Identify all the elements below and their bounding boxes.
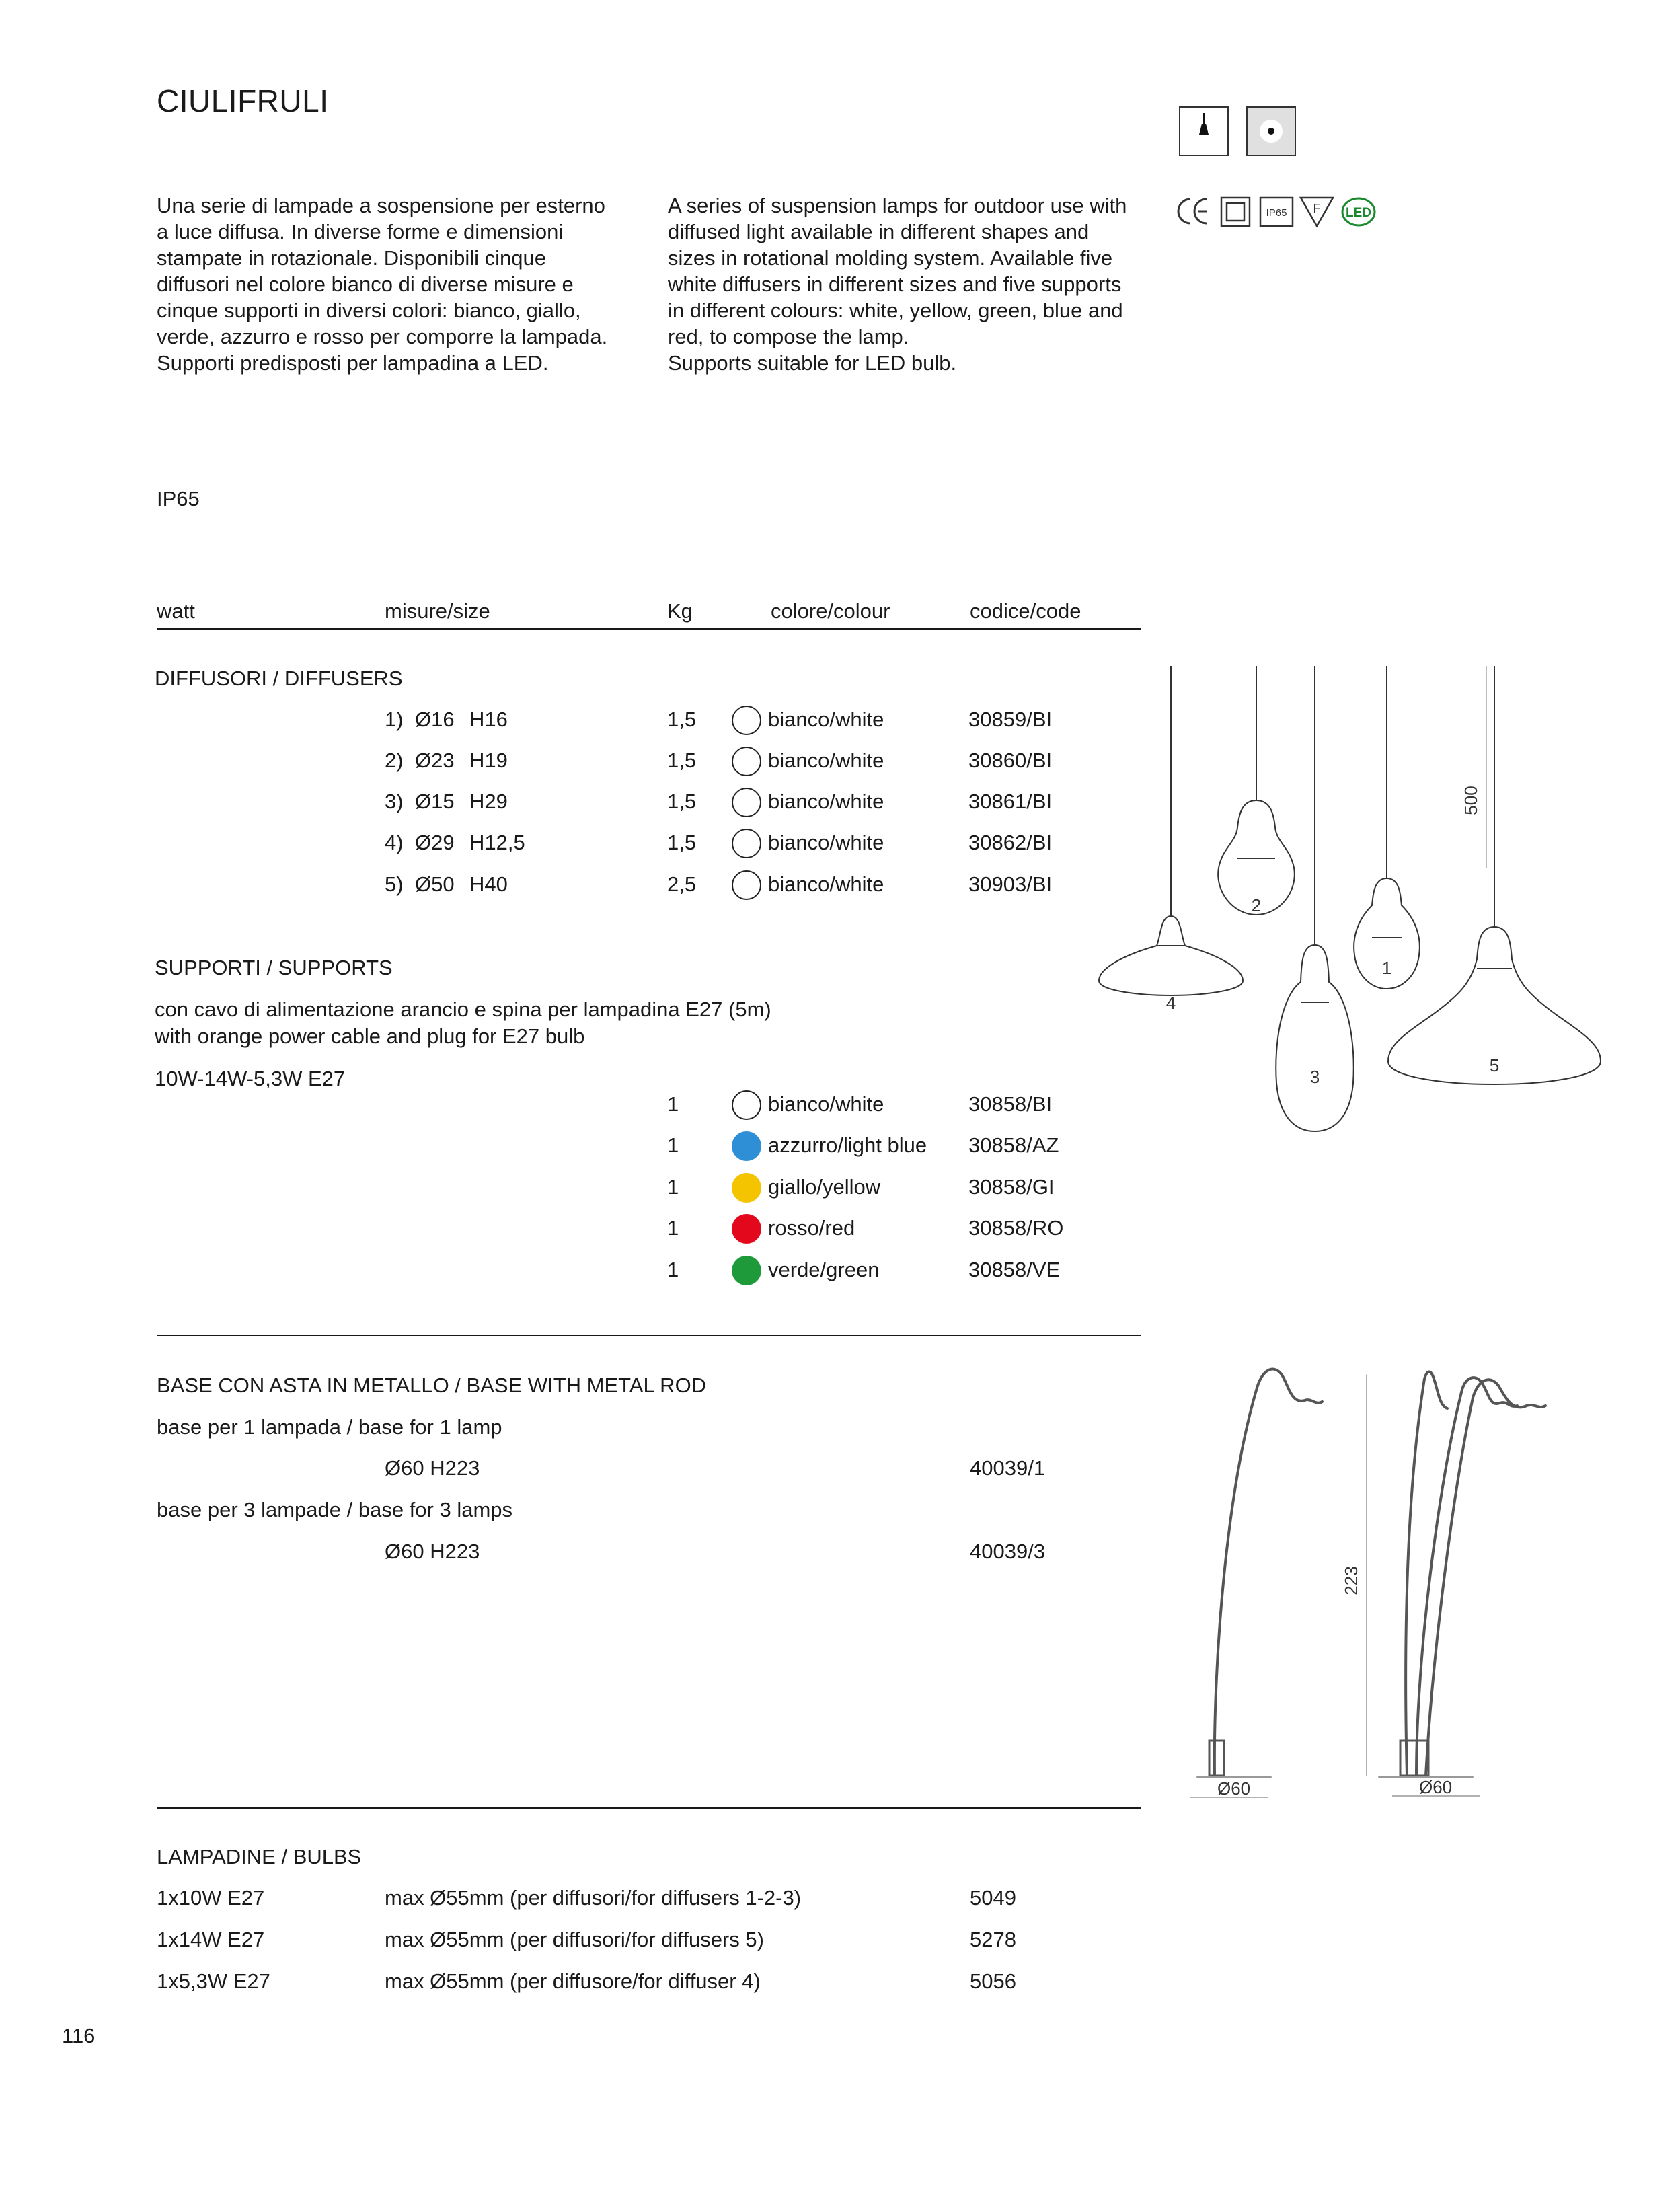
diffused-light-icon bbox=[1246, 106, 1296, 156]
base-rods-drawing bbox=[1190, 1359, 1580, 1829]
diffuser-code: 30860/BI bbox=[968, 749, 1053, 772]
diffuser-kg: 1,5 bbox=[667, 790, 697, 813]
description-it-main: Una serie di lampade a sospensione per esterno a luce diffusa. In diverse forme e dimensioni stampate in rotazionale. Disponibili cinque diffusori nel colore bianco di diverse misure e cinque supporti in diversi colori: bianco, giallo, verde, azzurro e rosso per comporre la lampada. bbox=[157, 194, 608, 349]
diffuser-number: 5) bbox=[385, 872, 404, 896]
support-code: 30858/GI bbox=[968, 1175, 1055, 1199]
pendant-label-3: 3 bbox=[1309, 1067, 1320, 1087]
header-code: codice/code bbox=[970, 599, 1081, 623]
f-mark-icon bbox=[1301, 198, 1333, 226]
diffuser-number: 4) bbox=[385, 831, 404, 854]
diffuser-height: H16 bbox=[469, 708, 508, 731]
header-colour: colore/colour bbox=[771, 599, 890, 623]
bulbs-section-title: LAMPADINE / BULBS bbox=[157, 1845, 362, 1869]
diffuser-diameter: Ø16 bbox=[415, 708, 455, 731]
diffuser-diameter: Ø23 bbox=[415, 749, 455, 772]
colour-swatch-red bbox=[732, 1214, 761, 1244]
led-icon-label: LED bbox=[1346, 206, 1371, 220]
colour-swatch-white bbox=[732, 788, 761, 817]
diffuser-colour: bianco/white bbox=[768, 872, 884, 896]
diffuser-kg: 1,5 bbox=[667, 749, 697, 772]
colour-swatch-green bbox=[732, 1256, 761, 1285]
diffuser-height: H12,5 bbox=[469, 831, 525, 854]
svg-text:F: F bbox=[1313, 202, 1321, 215]
header-divider bbox=[157, 628, 1141, 630]
support-kg: 1 bbox=[667, 1258, 679, 1281]
pendant-label-4: 4 bbox=[1166, 993, 1176, 1013]
bulb-watt: 1x10W E27 bbox=[157, 1886, 265, 1910]
bulb-watt: 1x14W E27 bbox=[157, 1928, 265, 1951]
supports-watt: 10W-14W-5,3W E27 bbox=[155, 1067, 346, 1090]
diffuser-colour: bianco/white bbox=[768, 708, 884, 731]
diffuser-colour: bianco/white bbox=[768, 790, 884, 813]
led-icon bbox=[1342, 198, 1375, 225]
pendant-label-1: 1 bbox=[1381, 958, 1392, 978]
base-section-title: BASE CON ASTA IN METALLO / BASE WITH METAL ROD bbox=[157, 1373, 707, 1397]
diffuser-number: 2) bbox=[385, 749, 404, 772]
diffuser-kg: 1,5 bbox=[667, 831, 697, 854]
colour-swatch-white bbox=[732, 829, 761, 858]
base-one-diameter-dimension: Ø60 bbox=[1217, 1778, 1251, 1799]
colour-swatch-yellow bbox=[732, 1173, 761, 1203]
support-colour: rosso/red bbox=[768, 1216, 855, 1240]
bulb-watt: 1x5,3W E27 bbox=[157, 1969, 270, 1993]
base-divider bbox=[157, 1807, 1141, 1809]
description-it-led: Supporti predisposti per lampadina a LED. bbox=[157, 351, 549, 375]
diffuser-colour: bianco/white bbox=[768, 749, 884, 772]
header-size: misure/size bbox=[385, 599, 490, 623]
ip65-icon-label: IP65 bbox=[1266, 207, 1287, 219]
support-colour: verde/green bbox=[768, 1258, 880, 1281]
diffuser-code: 30859/BI bbox=[968, 708, 1053, 731]
pendant-label-2: 2 bbox=[1251, 895, 1262, 915]
base-three-diameter-dimension: Ø60 bbox=[1419, 1777, 1453, 1797]
header-kg: Kg bbox=[667, 599, 693, 623]
bulb-code: 5056 bbox=[970, 1969, 1016, 1993]
bulb-code: 5049 bbox=[970, 1886, 1016, 1910]
description-en-main: A series of suspension lamps for outdoor use with diffused light available in different shapes and sizes in rotational molding system. Available five white diffusers in different sizes and five supports in different colours: white, yellow, green, blue and red, to compose the lamp. bbox=[668, 194, 1127, 349]
supports-divider bbox=[157, 1335, 1141, 1336]
support-kg: 1 bbox=[667, 1175, 679, 1199]
diffuser-number: 3) bbox=[385, 790, 404, 813]
ip-rating: IP65 bbox=[157, 487, 200, 511]
support-colour: giallo/yellow bbox=[768, 1175, 881, 1199]
base-three-lamp-size: Ø60 H223 bbox=[385, 1540, 480, 1563]
support-colour: bianco/white bbox=[768, 1092, 884, 1116]
supports-note-italian: con cavo di alimentazione arancio e spina per lampadina E27 (5m) bbox=[155, 997, 771, 1021]
pendant-label-5: 5 bbox=[1489, 1055, 1500, 1076]
diffuser-diameter: Ø50 bbox=[415, 872, 455, 896]
pendant-lamps-drawing bbox=[1103, 666, 1614, 1150]
pendant-lamp-icon bbox=[1179, 106, 1229, 156]
supports-note-english: with orange power cable and plug for E27 bulb bbox=[155, 1024, 585, 1048]
description-italian bbox=[157, 192, 621, 376]
base-one-lamp-size: Ø60 H223 bbox=[385, 1456, 480, 1480]
ip65-icon bbox=[1260, 198, 1293, 226]
bulb-size: max Ø55mm (per diffusori/for diffusers 5) bbox=[385, 1928, 764, 1951]
bulb-code: 5278 bbox=[970, 1928, 1016, 1951]
pendant-height-dimension: 500 bbox=[1461, 786, 1481, 815]
diffuser-kg: 1,5 bbox=[667, 708, 697, 731]
base-one-lamp-code: 40039/1 bbox=[970, 1456, 1046, 1480]
colour-swatch-white bbox=[732, 706, 761, 735]
colour-swatch-white bbox=[732, 1090, 761, 1120]
colour-swatch-white bbox=[732, 870, 761, 900]
product-title: CIULIFRULI bbox=[157, 83, 329, 118]
support-kg: 1 bbox=[667, 1133, 679, 1157]
supports-section-title: SUPPORTI / SUPPORTS bbox=[155, 956, 393, 979]
description-en-led: Supports suitable for LED bulb. bbox=[668, 351, 957, 375]
support-code: 30858/VE bbox=[968, 1258, 1061, 1281]
diffuser-code: 30862/BI bbox=[968, 831, 1053, 854]
support-colour: azzurro/light blue bbox=[768, 1133, 927, 1157]
diffuser-code: 30861/BI bbox=[968, 790, 1053, 813]
diffuser-diameter: Ø29 bbox=[415, 831, 455, 854]
diffuser-height: H40 bbox=[469, 872, 508, 896]
diffuser-diameter: Ø15 bbox=[415, 790, 455, 813]
colour-swatch-light-blue bbox=[732, 1131, 761, 1161]
diffuser-kg: 2,5 bbox=[667, 872, 697, 896]
diffuser-height: H29 bbox=[469, 790, 508, 813]
base-three-lamp-code: 40039/3 bbox=[970, 1540, 1046, 1563]
diffuser-number: 1) bbox=[385, 708, 404, 731]
certification-icons bbox=[1176, 194, 1377, 231]
support-code: 30858/RO bbox=[968, 1216, 1064, 1240]
diffuser-height: H19 bbox=[469, 749, 508, 772]
support-code: 30858/BI bbox=[968, 1092, 1053, 1116]
ce-mark-icon bbox=[1178, 199, 1207, 223]
diffusers-section-title: DIFFUSORI / DIFFUSERS bbox=[155, 667, 403, 690]
support-kg: 1 bbox=[667, 1092, 679, 1116]
base-height-dimension: 223 bbox=[1341, 1566, 1361, 1595]
diffuser-code: 30903/BI bbox=[968, 872, 1053, 896]
colour-swatch-white bbox=[732, 747, 761, 776]
base-one-lamp-label: base per 1 lampada / base for 1 lamp bbox=[157, 1415, 502, 1439]
diffuser-colour: bianco/white bbox=[768, 831, 884, 854]
bulb-size: max Ø55mm (per diffusore/for diffuser 4) bbox=[385, 1969, 761, 1993]
class-ii-icon bbox=[1221, 198, 1250, 226]
support-kg: 1 bbox=[667, 1216, 679, 1240]
base-three-lamp-label: base per 3 lampade / base for 3 lamps bbox=[157, 1498, 513, 1521]
support-code: 30858/AZ bbox=[968, 1133, 1059, 1157]
header-watt: watt bbox=[157, 599, 195, 623]
description-english bbox=[668, 192, 1132, 376]
bulb-size: max Ø55mm (per diffusori/for diffusers 1-2-3) bbox=[385, 1886, 802, 1910]
page-number: 116 bbox=[62, 2024, 96, 2047]
